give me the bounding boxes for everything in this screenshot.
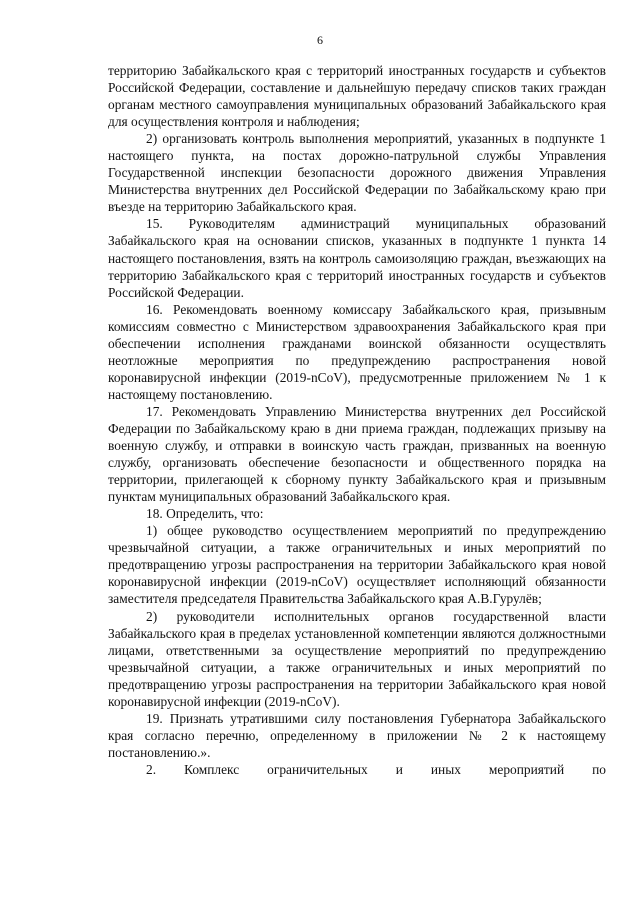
page-number: 6 — [317, 33, 323, 47]
paragraph-15: 15. Руководителям администраций муниципальных образований Забайкальского края на основании списков, указанных в подпункте 1 пункта 14 настоящего постановления, взять на контроль самоизоляцию граждан, въезжающих на территорию Забайкальского края с территорий иностранных государств и субъектов Российской Федерации. — [108, 216, 606, 300]
paragraph-17: 17. Рекомендовать Управлению Министерства внутренних дел Российской Федерации по Забайкальскому краю в дни приема граждан, подлежащих призыву на военную службу, и отправки в воинскую часть граждан, призванных на военную службу, организовать обеспечение безопасности и общественного порядка на территории, прилегающей к сборному пункту Забайкальского края и призывным пунктам муниципальных образований Забайкальского края. — [108, 403, 606, 505]
paragraph-18-2: 2) руководители исполнительных органов государственной власти Забайкальского края в пределах установленной компетенции являются должностными лицами, ответственными за осуществление мероприятий по предупреждению чрезвычайной ситуации, а также ограничительных и иных мероприятий по предотвращению угрозы распространения на территории Забайкальского края новой коронавирусной инфекции (2019-nCoV). — [108, 608, 606, 709]
paragraph-2-start: 2. Комплекс ограничительных и иных мероприятий по — [146, 761, 606, 777]
paragraph-18-1: 1) общее руководство осуществлением мероприятий по предупреждению чрезвычайной ситуации, а также ограничительных и иных мероприятий по предотвращению угрозы распространения на территории Забайкальского края новой коронавирусной инфекции (2019-nCoV) осуществляет исполняющий обязанности заместителя председателя Правительства Забайкальского края А.В.Гурулёв; — [108, 523, 606, 607]
paragraph-16: 16. Рекомендовать военному комиссару Забайкальского края, призывным комиссиям совместно с Министерством здравоохранения Забайкальского края при обеспечении исполнения гражданами воинской обязанности осуществлять неотложные мероприятия по предупреждению распространения новой коронавирусной инфекции (2019-nCoV), предусмотренные приложением № 1 к настоящему постановлению. — [108, 301, 606, 402]
document-body — [108, 62, 606, 778]
paragraph-14-2: 2) организовать контроль выполнения мероприятий, указанных в подпункте 1 настоящего пункта, на постах дорожно-патрульной службы Управления Государственной инспекции безопасности дорожного движения Управления Министерства внутренних дел Российской Федерации по Забайкальскому краю при въезде на территорию Забайкальского края. — [108, 131, 606, 215]
paragraph-18: 18. Определить, что: — [146, 506, 264, 522]
paragraph-14-1-continuation: территорию Забайкальского края с территорий иностранных государств и субъектов Российской Федерации, составление и дальнейшую передачу списков таких граждан органам местного самоуправления муниципальных образований Забайкальского края для осуществления контроля и наблюдения; — [108, 63, 606, 130]
paragraph-19: 19. Признать утратившими силу постановления Губернатора Забайкальского края согласно перечню, определенному в приложении № 2 к настоящему постановлению.». — [108, 710, 606, 760]
